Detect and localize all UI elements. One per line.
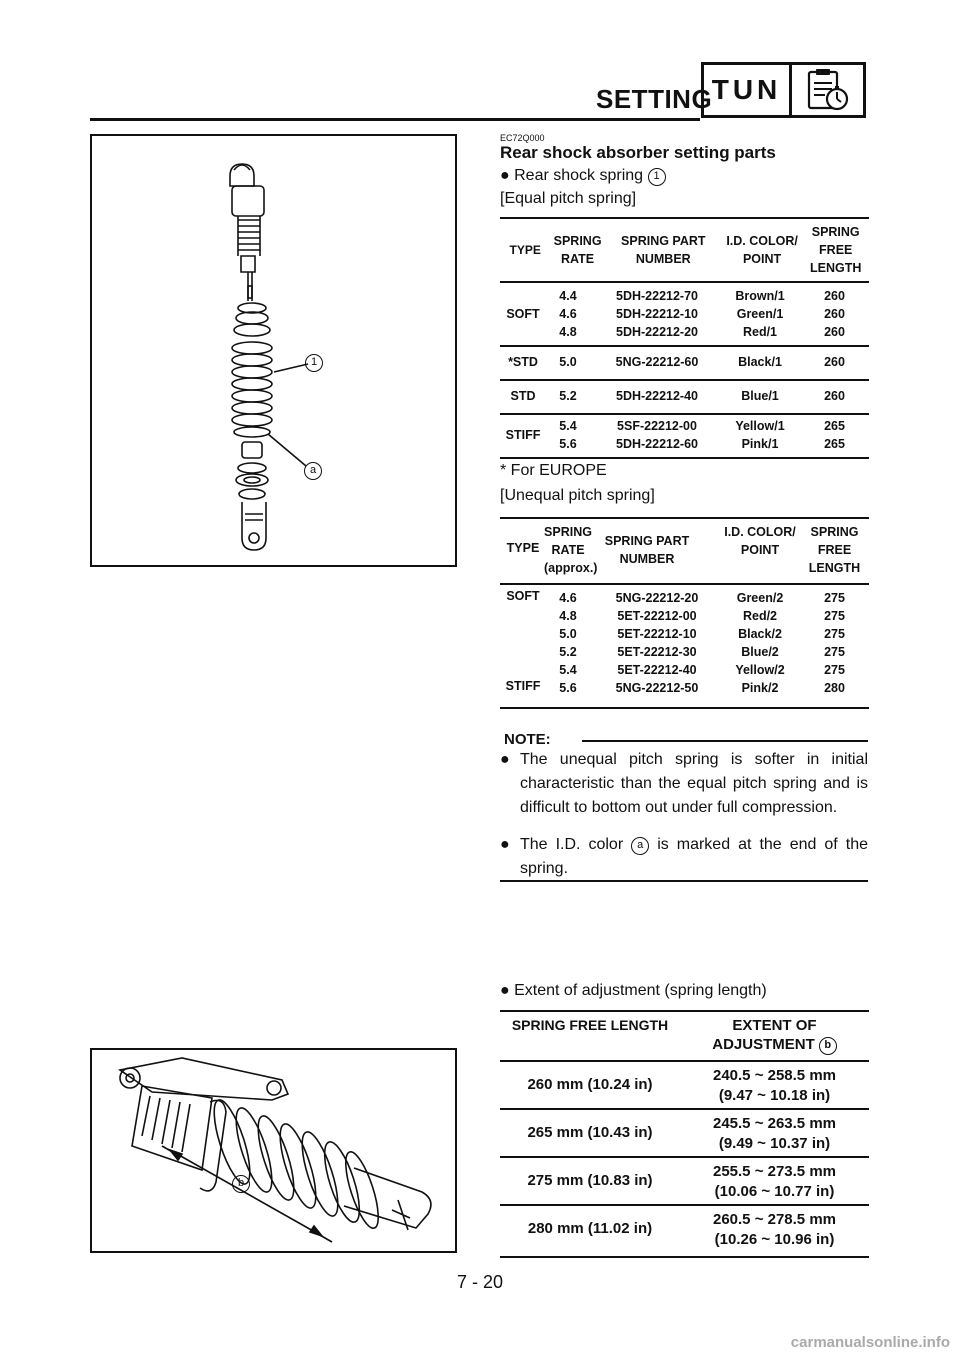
adjust-extent: 255.5 ~ 273.5 mm (10.06 ~ 10.77 in) xyxy=(712,1163,836,1200)
note-rule xyxy=(582,740,868,742)
equal-row xyxy=(500,413,869,459)
adjust-extent: 260.5 ~ 278.5 mm (10.26 ~ 10.96 in) xyxy=(712,1211,836,1248)
callout-b: b xyxy=(232,1174,250,1193)
equal-cell-color: Blue/1 xyxy=(741,389,779,403)
adjust-free-length: 275 mm (10.83 in) xyxy=(527,1172,653,1189)
equal-cell-color: Brown/1 Green/1 Red/1 xyxy=(735,289,785,339)
clipboard-stopwatch-icon xyxy=(789,62,866,118)
col-length: SPRING FREE LENGTH xyxy=(810,225,862,275)
section-title: Rear shock absorber setting parts xyxy=(500,143,776,162)
col-rate: SPRING RATE xyxy=(553,234,602,266)
adjustment-table xyxy=(500,1010,869,1258)
equal-cell-rate: 5.2 xyxy=(559,389,577,403)
col-part: SPRING PART NUMBER xyxy=(621,234,706,266)
col-color-2: I.D. COLOR/ POINT xyxy=(724,525,796,557)
note-item-2: ● The I.D. color a is marked at the end of the spring. xyxy=(500,836,868,877)
adjust-row xyxy=(500,1110,869,1158)
section-code-box: TUN xyxy=(701,62,792,118)
note-end-rule xyxy=(500,880,868,882)
page-number: 7 - 20 xyxy=(456,1272,504,1292)
col-color: I.D. COLOR/ POINT xyxy=(726,234,798,266)
equal-cell-type: SOFT xyxy=(506,307,540,321)
note-item-1: ● The unequal pitch spring is softer in initial characteristic than the equal pitch spring and is difficult to bottom out under full compression. xyxy=(500,751,868,816)
adjust-extent: 245.5 ~ 263.5 mm (9.49 ~ 10.37 in) xyxy=(712,1115,836,1152)
callout-1: 1 xyxy=(305,353,323,372)
lengths-list: 275 275 275 275 275 280 xyxy=(824,591,845,695)
shock-assembled-drawing xyxy=(92,1050,455,1251)
adjust-row xyxy=(500,1206,869,1254)
col-length-2: SPRING FREE LENGTH xyxy=(808,525,861,575)
equal-cell-type: *STD xyxy=(508,355,538,369)
note-label: NOTE: xyxy=(504,731,551,748)
equal-cell-part: 5DH-22212-40 xyxy=(616,389,698,403)
watermark: carmanualsonline.info xyxy=(790,1334,950,1351)
parts-list: 5NG-22212-20 5ET-22212-00 5ET-22212-10 5ET-22212-30 5ET-22212-40 5NG-22212-50 xyxy=(615,591,699,695)
equal-cell-color: Black/1 xyxy=(738,355,782,369)
equal-cell-part: 5SF-22212-00 5DH-22212-60 xyxy=(616,419,698,451)
bullet-rear-spring: ● Rear shock spring 1 xyxy=(500,167,666,186)
equal-cell-length: 260 xyxy=(824,355,845,369)
type-soft: SOFT xyxy=(506,589,540,603)
figure-exploded-shock xyxy=(90,134,457,567)
equal-row xyxy=(500,379,869,415)
col-type: TYPE xyxy=(509,243,541,257)
equal-row xyxy=(500,345,869,381)
equal-cell-length: 260 xyxy=(824,389,845,403)
adjust-free-length: 265 mm (10.43 in) xyxy=(527,1124,653,1141)
col-part-2: SPRING PART NUMBER xyxy=(604,534,690,566)
equal-cell-color: Yellow/1 Pink/1 xyxy=(735,419,785,451)
adjust-free-length: 280 mm (11.02 in) xyxy=(527,1220,653,1237)
section-code: EC72Q000 xyxy=(500,133,545,143)
bullet-extent: ● Extent of adjustment (spring length) xyxy=(500,982,767,999)
adjust-free-length: 260 mm (10.24 in) xyxy=(527,1076,653,1093)
shock-exploded-drawing xyxy=(92,136,455,565)
adjust-row xyxy=(500,1062,869,1110)
colors-list: Green/2 Red/2 Black/2 Blue/2 Yellow/2 Pink/2 xyxy=(735,591,785,695)
europe-note: * For EUROPE xyxy=(500,462,607,479)
equal-cell-rate: 4.4 4.6 4.8 xyxy=(559,289,577,339)
equal-cell-type: STIFF xyxy=(505,428,541,442)
col-type-2: TYPE xyxy=(506,541,540,555)
callout-1-ref: 1 xyxy=(648,168,666,186)
page-title: SETTING xyxy=(596,84,713,114)
adjust-extent: 240.5 ~ 258.5 mm (9.47 ~ 10.18 in) xyxy=(712,1067,836,1104)
adjust-row xyxy=(500,1158,869,1206)
equal-cell-length: 260 260 260 xyxy=(824,289,845,339)
rates-list: 4.6 4.8 5.0 5.2 5.4 5.6 xyxy=(559,591,577,695)
unequal-pitch-heading: [Unequal pitch spring] xyxy=(500,487,655,504)
type-stiff: STIFF xyxy=(505,679,541,693)
adjust-header-left: SPRING FREE LENGTH xyxy=(511,1017,669,1033)
unequal-pitch-table xyxy=(500,517,869,709)
col-rate-2: SPRING RATE (approx.) xyxy=(544,525,598,575)
callout-a: a xyxy=(304,461,322,480)
equal-pitch-heading: [Equal pitch spring] xyxy=(500,190,637,207)
header-rule xyxy=(90,118,700,121)
figure-assembled-shock xyxy=(90,1048,457,1253)
equal-row xyxy=(500,283,869,347)
equal-cell-part: 5NG-22212-60 xyxy=(615,355,699,369)
equal-pitch-table xyxy=(500,217,869,283)
equal-cell-part: 5DH-22212-70 5DH-22212-10 5DH-22212-20 xyxy=(616,289,698,339)
equal-cell-rate: 5.0 xyxy=(559,355,577,369)
callout-a-ref: a xyxy=(631,837,649,855)
equal-cell-type: STD xyxy=(510,389,536,403)
callout-b-ref: b xyxy=(819,1037,837,1055)
equal-cell-rate: 5.4 5.6 xyxy=(559,419,577,451)
equal-cell-length: 265 265 xyxy=(824,419,845,451)
adjust-header-right: EXTENT OF ADJUSTMENT b xyxy=(680,1016,869,1055)
